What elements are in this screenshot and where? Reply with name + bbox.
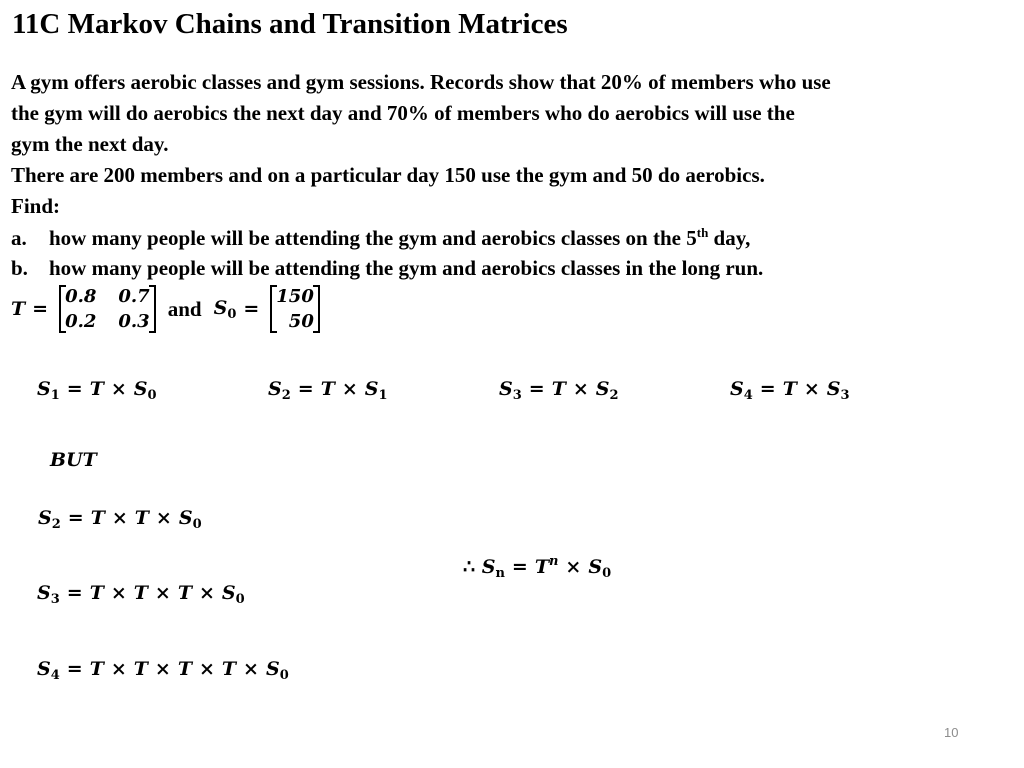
part-a-text: how many people will be attending the gym and aerobics classes on the 5 [49,226,697,250]
matrix-definitions: T = 0.8 0.7 0.2 0.3 and $S_0$ = 150 50 [11,284,320,334]
matrix-cell: 50 [288,311,314,332]
part-a-tail: day, [708,226,751,250]
recurrence-s4: $S_4 = T \times S_3$ [730,378,850,403]
expansion-s3: $S_3 = T \times T \times T \times S_0$ [37,582,245,607]
recurrence-s2: $S_2 = T \times S_1$ [268,378,388,403]
but-label: BUT [50,449,97,471]
t-symbol: T [11,298,26,320]
slide-number: 10 [944,725,959,740]
matrix-cell: 0.2 [65,311,97,332]
and-text: and [167,296,202,321]
matrix-cell: 0.7 [118,286,150,307]
part-b-label: b. [11,256,28,280]
initial-state-matrix [270,284,320,334]
question-part-b [11,256,763,281]
question-part-a [11,225,750,251]
matrix-cell: 0.8 [65,286,97,307]
problem-line-3: gym the next day. [11,132,169,156]
matrix-cell: 150 [276,286,314,307]
problem-line-1: A gym offers aerobic classes and gym sessions. Records show that 20% of members who use [11,70,831,94]
part-a-label: a. [11,226,27,250]
general-formula: ∴ $S_n = T^n \times S_0$ [463,554,612,581]
problem-line-4: There are 200 members and on a particular day 150 use the gym and 50 do aerobics. [11,163,765,187]
therefore-symbol: ∴ [463,556,476,578]
problem-line-2: the gym will do aerobics the next day and 70% of members who do aerobics will use the [11,101,795,125]
expansion-s2: $S_2 = T \times T \times S_0$ [38,507,202,532]
transition-matrix [59,284,156,334]
find-label: Find: [11,194,61,218]
s0-symbol: $S_0$ [213,296,237,322]
part-a-superscript: th [696,225,709,240]
matrix-cell: 0.3 [118,311,150,332]
expansion-s4: $S_4 = T \times T \times T \times T \times S_0$ [37,658,289,683]
recurrence-s3: $S_3 = T \times S_2$ [499,378,619,403]
slide-title: 11C Markov Chains and Transition Matrices [12,8,568,40]
part-b-text: how many people will be attending the gym and aerobics classes in the long run. [49,256,764,280]
recurrence-s1: $S_1 = T \times S_0$ [37,378,157,403]
